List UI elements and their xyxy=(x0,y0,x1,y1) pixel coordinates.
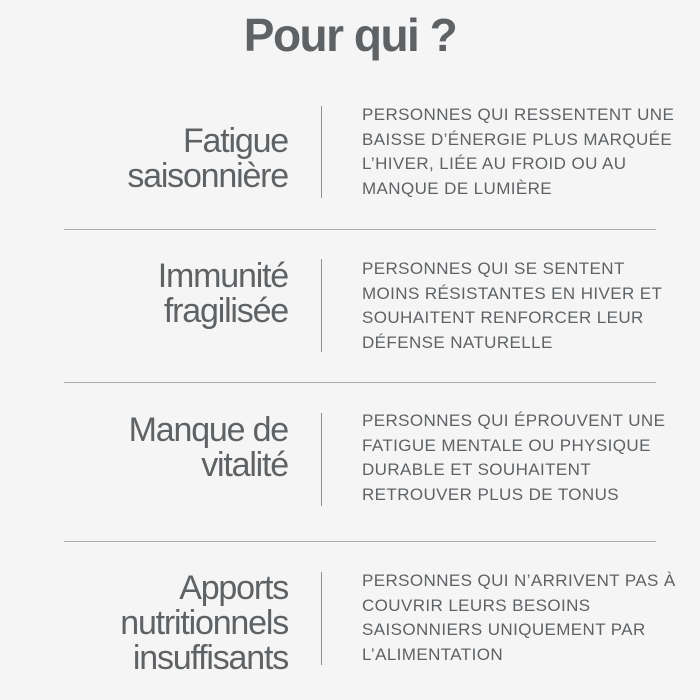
heading-line: fragilisée xyxy=(163,292,288,330)
description-immunite-fragilisee xyxy=(362,257,692,355)
heading-line: Immunité xyxy=(157,257,288,295)
heading-immunite-fragilisee xyxy=(158,259,288,329)
description-line: MOINS RÉSISTANTES EN HIVER ET xyxy=(362,283,663,303)
heading-line: vitalité xyxy=(201,446,288,484)
description-line: MANQUE DE LUMIÈRE xyxy=(362,178,553,198)
description-line: PERSONNES QUI RESSENTENT UNE xyxy=(362,105,675,124)
page-title: Pour qui ? xyxy=(243,9,457,61)
description-line: DÉFENSE NATURELLE xyxy=(362,332,553,352)
description-line: L’HIVER, LIÉE AU FROID OU AU xyxy=(362,154,627,173)
description-line: SOUHAITENT RENFORCER LEUR xyxy=(362,308,644,327)
column-divider xyxy=(321,259,322,352)
description-line: PERSONNES QUI SE SENTENT xyxy=(362,259,625,278)
description-apports-nutritionnels-insuffisants xyxy=(362,569,692,667)
heading-manque-de-vitalite xyxy=(129,413,288,483)
heading-line: insuffisants xyxy=(132,639,288,677)
heading-line: saisonnière xyxy=(127,157,288,195)
row-separator xyxy=(64,229,656,230)
row-separator xyxy=(64,541,656,542)
description-line: DURABLE ET SOUHAITENT xyxy=(362,460,592,479)
heading-line: Apports xyxy=(179,569,288,607)
heading-line: Fatigue xyxy=(182,122,288,160)
description-line: RETROUVER PLUS DE TONUS xyxy=(362,484,620,504)
heading-line: Manque de xyxy=(128,411,288,449)
column-divider xyxy=(321,106,322,198)
description-line: PERSONNES QUI ÉPROUVENT UNE xyxy=(362,411,666,430)
description-line: BAISSE D’ÉNERGIE PLUS MARQUÉE xyxy=(362,129,673,149)
description-line: PERSONNES QUI N’ARRIVENT PAS À xyxy=(362,571,676,590)
heading-line: nutritionnels xyxy=(120,604,288,642)
description-line: SAISONNIERS UNIQUEMENT PAR xyxy=(362,620,646,639)
description-line: L’ALIMENTATION xyxy=(362,644,503,664)
column-divider xyxy=(321,413,322,506)
heading-fatigue-saisonniere xyxy=(127,124,288,194)
row-separator xyxy=(64,382,656,383)
heading-apports-nutritionnels-insuffisants xyxy=(120,571,288,676)
column-divider xyxy=(321,572,322,665)
description-manque-de-vitalite xyxy=(362,409,692,507)
description-line: COUVRIR LEURS BESOINS xyxy=(362,595,591,615)
description-line: FATIGUE MENTALE OU PHYSIQUE xyxy=(362,435,651,455)
description-fatigue-saisonniere xyxy=(362,103,692,201)
